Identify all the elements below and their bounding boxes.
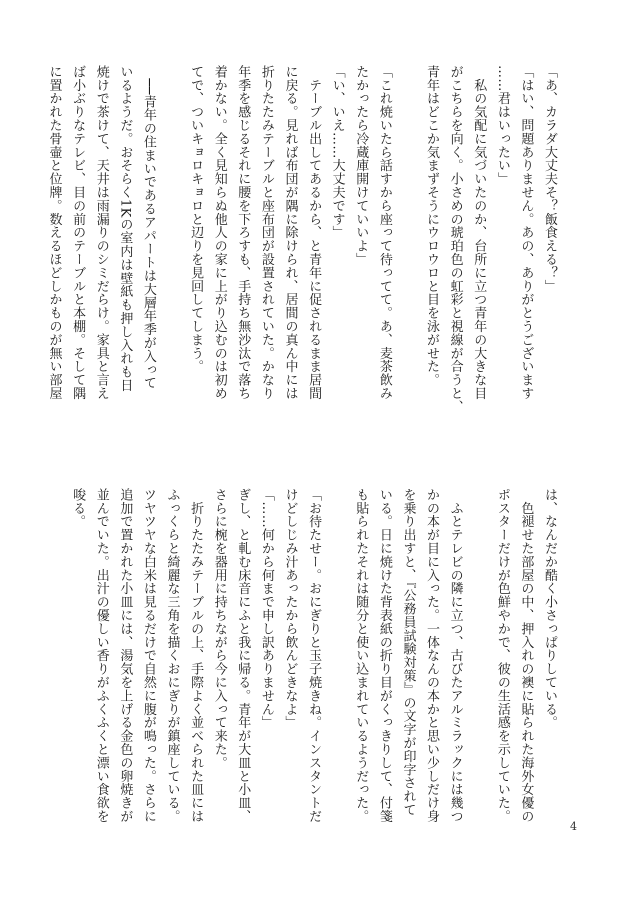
text-line: 「お待たせー。おにぎりと玉子焼きね。インスタントだ bbox=[306, 488, 322, 823]
text-line: 「はい、問題ありません。あの、ありがとうございます bbox=[518, 65, 534, 400]
text-line: ふっくらと綺麗な三角を描くおにぎりが鎮座している。 bbox=[164, 488, 180, 823]
text-line: テーブル出してあるから、と青年に促されるまま居間 bbox=[306, 65, 322, 400]
text-line: 「い、いえ……大丈夫です」 bbox=[329, 65, 345, 240]
text-line: てで、ついキョロキョロと辺りを見回してしまう。 bbox=[188, 65, 204, 374]
text-line: 並んでいた。出汁の優しい香りがふくふくと漂い食欲を bbox=[93, 488, 109, 823]
text-line: 着かない。全く見知らぬ他人の家に上がり込むのは初め bbox=[211, 65, 227, 400]
text-line: 青年はどこか気まずそうにウロウロと目を泳がせた。 bbox=[424, 65, 440, 387]
text-line: 折りたたみテーブルの上、手際よく並べられた皿には bbox=[188, 488, 204, 823]
text-line: 折りたたみテーブルと座布団が設置されていた。かなり bbox=[258, 65, 274, 400]
text-line: 「……何から何まで申し訳ありません」 bbox=[258, 488, 274, 730]
blank-line bbox=[160, 65, 184, 410]
text-line: に戻る。見れば布団が隅に除けられ、居間の真ん中には bbox=[282, 65, 298, 400]
text-line: ツヤツヤな白米は見るだけで自然に腹が鳴った。さらに bbox=[140, 488, 156, 823]
text-line: ポスターだけが色鮮やかで、彼の生活感を示していた。 bbox=[494, 488, 510, 823]
text-line: を乗り出すと、『公務員試験対策』の文字が印字されて bbox=[400, 488, 416, 817]
text-line: 「あ、カラダ大丈夫そ？飯食える？」 bbox=[542, 65, 557, 293]
blank-line bbox=[396, 65, 420, 410]
text-line: ……君はいったい」 bbox=[494, 65, 510, 186]
text-line: も貼られたそれは随分と使い込まれているようだった。 bbox=[353, 488, 369, 823]
text-line: ぎし、と軋む床音にふと我に帰る。青年が大皿と小皿、 bbox=[235, 488, 251, 823]
text-line: いる。日に焼けた背表紙の折り目がくっきりして、付箋 bbox=[376, 488, 392, 823]
text-line: いるようだ。おそらく1Kの室内は壁紙も押し入れも日 bbox=[117, 65, 133, 392]
text-line: 唆る。 bbox=[70, 488, 86, 529]
text-line: ば小ぶりなテレビ、目の前のテーブルと本棚。そして隅 bbox=[70, 65, 86, 400]
text-line: けどしじみ汁あったから飲んどきなよ」 bbox=[282, 488, 298, 730]
text-line: 焼けで茶けて、天井は雨漏りのシミだらけ。家具と言え bbox=[93, 65, 109, 400]
text-line: 追加で置かれた小皿には、湯気を上げる金色の卵焼きが bbox=[117, 488, 133, 823]
blank-line bbox=[467, 488, 491, 833]
text-line: に置かれた骨壷と位牌。数えるほどしかものが無い部屋 bbox=[46, 65, 62, 400]
text-line: かの本が目に入った。一体なんの本かと思い少しだけ身 bbox=[424, 488, 440, 823]
page-number: 4 bbox=[570, 820, 577, 833]
text-line: たかったら冷蔵庫開けていいよ」 bbox=[353, 65, 369, 266]
blank-line bbox=[325, 488, 349, 833]
text-line: 色褪せた部屋の中、押入れの襖に貼られた海外女優の bbox=[518, 488, 534, 823]
text-line: 「これ焼いたら話すから座って待ってて。あ、麦茶飲み bbox=[376, 65, 392, 400]
text-line: 年季を感じるそれに腰を下ろすも、手持ち無沙汰で落ち bbox=[235, 65, 251, 400]
text-line: は、なんだか酷く小さっぱりしている。 bbox=[542, 488, 557, 730]
text-line: 私の気配に気づいたのか、台所に立つ青年の大きな目 bbox=[471, 65, 487, 400]
upper-text-column bbox=[42, 65, 561, 414]
lower-text-column bbox=[66, 488, 561, 833]
text-line: さらに椀を器用に持ちながら今に入って来た。 bbox=[211, 488, 227, 770]
text-line: がこちらを向く。小さめの琥珀色の虹彩と視線が合うと、 bbox=[447, 65, 463, 414]
text-line: ──青年の住まいであるアパートは大層年季が入って bbox=[140, 65, 156, 390]
text-line: ふとテレビの隣に立つ、古びたアルミラックには幾つ bbox=[447, 488, 463, 823]
